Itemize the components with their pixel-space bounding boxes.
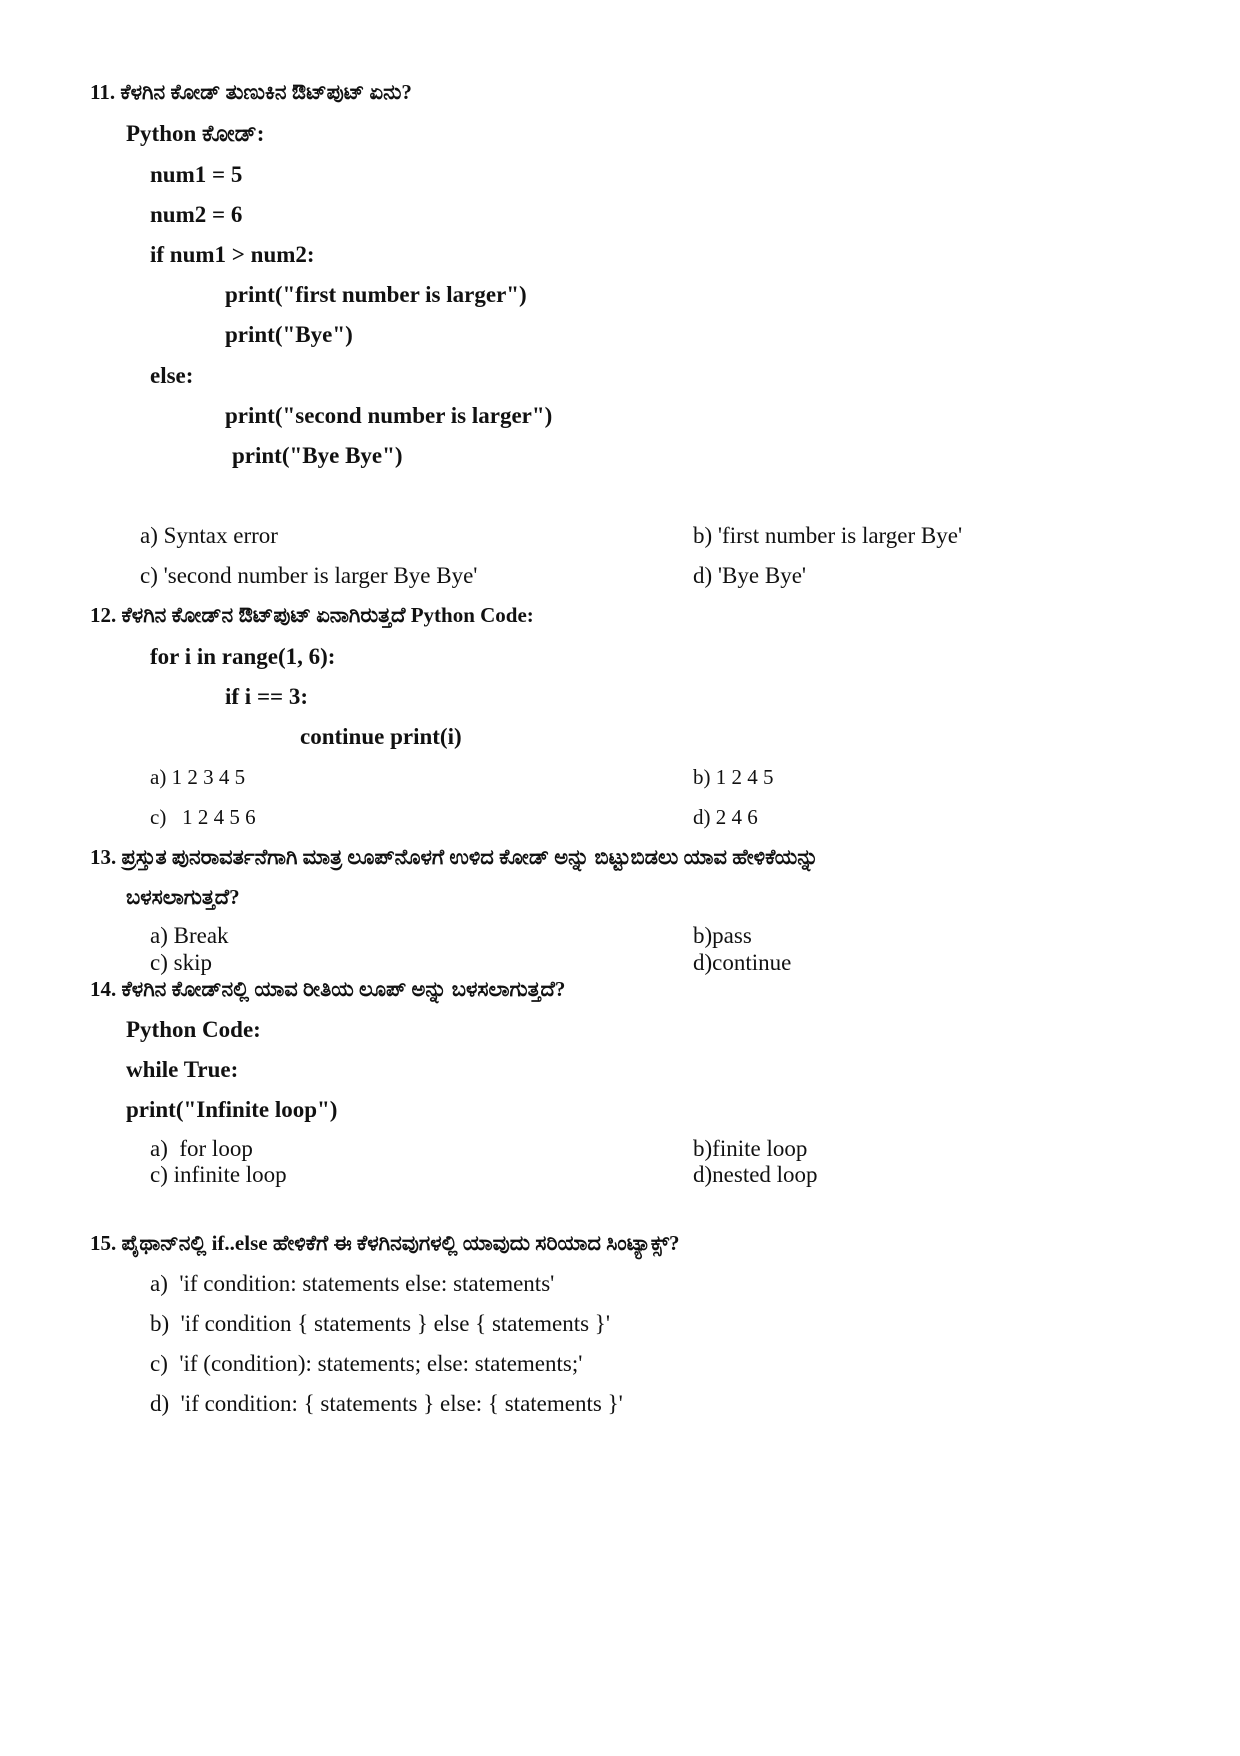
option-d: d) 'Bye Bye' bbox=[693, 563, 807, 588]
option-a: a) Syntax error bbox=[140, 523, 278, 548]
option-d: d)continue bbox=[693, 950, 792, 975]
question-11: 11. ಕೆಳಗಿನ ಕೋಡ್ ತುಣುಕಿನ ಔಟ್‌ಪುಟ್ ಏನು? bbox=[90, 80, 412, 104]
code-line: print("Infinite loop") bbox=[126, 1097, 338, 1122]
code-line: num2 = 6 bbox=[150, 202, 243, 227]
option-c: c) 'second number is larger Bye Bye' bbox=[140, 563, 478, 588]
option-b: b)finite loop bbox=[693, 1136, 808, 1161]
code-line: print("second number is larger") bbox=[225, 403, 553, 428]
question-14: 14. ಕೆಳಗಿನ ಕೋಡ್‌ನಲ್ಲಿ ಯಾವ ರೀತಿಯ ಲೂಪ್ ಅನ್ನು ಬಳಸಲಾಗುತ್ತದೆ? bbox=[90, 977, 566, 1001]
code-line: if num1 > num2: bbox=[150, 242, 315, 267]
option-a: a) 'if condition: statements else: statements' bbox=[150, 1271, 555, 1296]
option-c: c) skip bbox=[150, 950, 212, 975]
option-d: d)nested loop bbox=[693, 1162, 818, 1187]
option-b: b)pass bbox=[693, 923, 752, 948]
code-line: if i == 3: bbox=[225, 684, 309, 709]
code-line: for i in range(1, 6): bbox=[150, 644, 336, 669]
code-line: Python Code: bbox=[126, 1017, 261, 1042]
option-d: d) 2 4 6 bbox=[693, 805, 758, 829]
option-b: b) 'if condition { statements } else { statements }' bbox=[150, 1311, 610, 1336]
question-13: 13. ಪ್ರಸ್ತುತ ಪುನರಾವರ್ತನೆಗಾಗಿ ಮಾತ್ರ ಲೂಪ್‌ನೊಳಗೆ ಉಳಿದ ಕೋಡ್ ಅನ್ನು ಬಿಟ್ಟುಬಿಡಲು ಯಾವ ಹೇಳಿಕೆಯನ್ನು bbox=[90, 845, 819, 869]
question-15: 15. ಪೈಥಾನ್‌ನಲ್ಲಿ if..else ಹೇಳಿಕೆಗೆ ಈ ಕೆಳಗಿನವುಗಳಲ್ಲಿ ಯಾವುದು ಸರಿಯಾದ ಸಿಂಟ್ಯಾಕ್ಸ್? bbox=[90, 1231, 680, 1255]
question-13-continued: ಬಳಸಲಾಗುತ್ತದೆ? bbox=[126, 885, 240, 909]
option-a: a) for loop bbox=[150, 1136, 253, 1161]
question-12: 12. ಕೆಳಗಿನ ಕೋಡ್‌ನ ಔಟ್‌ಪುಟ್ ಏನಾಗಿರುತ್ತದೆ Python Code: bbox=[90, 603, 534, 627]
option-b: b) 'first number is larger Bye' bbox=[693, 523, 963, 548]
code-line: else: bbox=[150, 363, 194, 388]
option-b: b) 1 2 4 5 bbox=[693, 765, 774, 789]
option-c: c) 'if (condition): statements; else: statements;' bbox=[150, 1351, 583, 1376]
code-heading: Python ಕೋಡ್: bbox=[126, 121, 265, 146]
code-line: continue print(i) bbox=[300, 724, 462, 749]
option-c: c) infinite loop bbox=[150, 1162, 287, 1187]
option-a: a) Break bbox=[150, 923, 229, 948]
option-c: c) 1 2 4 5 6 bbox=[150, 805, 256, 829]
code-line: num1 = 5 bbox=[150, 162, 243, 187]
code-line: print("first number is larger") bbox=[225, 282, 527, 307]
option-a: a) 1 2 3 4 5 bbox=[150, 765, 246, 789]
code-line: while True: bbox=[126, 1057, 239, 1082]
code-line: print("Bye") bbox=[225, 322, 353, 347]
option-d: d) 'if condition: { statements } else: { statements }' bbox=[150, 1391, 623, 1416]
code-line: print("Bye Bye") bbox=[232, 443, 403, 468]
